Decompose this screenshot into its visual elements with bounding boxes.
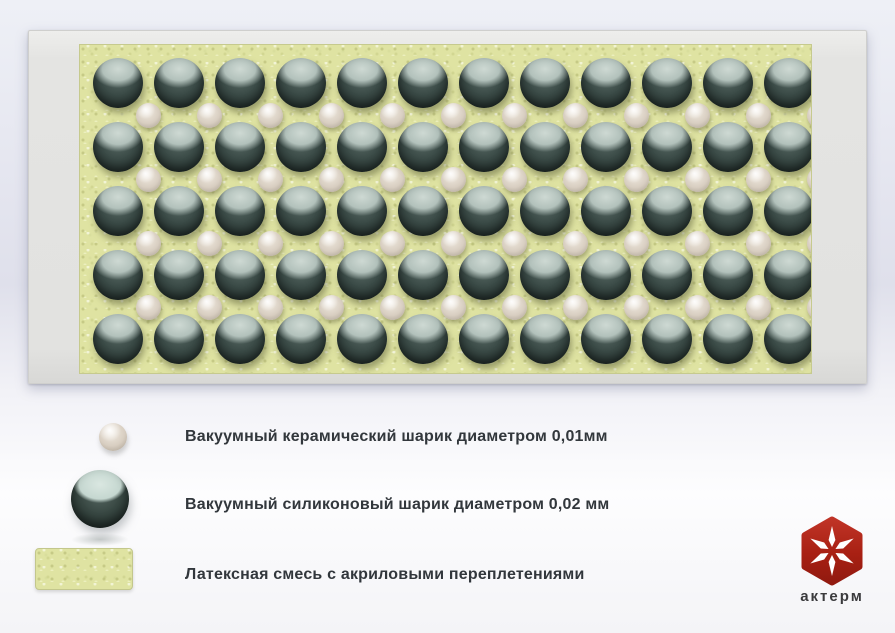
ceramic-ball xyxy=(441,295,466,320)
ceramic-ball xyxy=(624,103,649,128)
ceramic-ball xyxy=(197,103,222,128)
silicone-ball xyxy=(703,58,753,108)
silicone-ball xyxy=(459,314,509,364)
silicone-ball xyxy=(398,186,448,236)
silicone-ball xyxy=(398,122,448,172)
material-cross-section-panel xyxy=(28,30,867,384)
silicone-ball xyxy=(215,58,265,108)
silicone-ball xyxy=(276,58,326,108)
silicone-ball xyxy=(215,250,265,300)
silicone-ball xyxy=(581,186,631,236)
silicone-ball xyxy=(93,186,143,236)
silicone-ball xyxy=(703,186,753,236)
silicone-ball xyxy=(154,250,204,300)
silicone-ball xyxy=(337,122,387,172)
ceramic-ball xyxy=(563,103,588,128)
silicone-ball xyxy=(642,314,692,364)
silicone-ball xyxy=(520,122,570,172)
ceramic-ball xyxy=(746,103,771,128)
ceramic-ball xyxy=(319,295,344,320)
legend-label-silicone: Вакуумный силиконовый шарик диаметром 0,02 мм xyxy=(185,496,610,513)
ceramic-ball xyxy=(685,103,710,128)
silicone-ball xyxy=(764,250,812,300)
ceramic-ball xyxy=(136,231,161,256)
ceramic-ball xyxy=(746,295,771,320)
ceramic-ball xyxy=(380,295,405,320)
ceramic-ball xyxy=(197,295,222,320)
silicone-ball xyxy=(764,122,812,172)
ceramic-ball xyxy=(441,167,466,192)
silicone-ball xyxy=(642,58,692,108)
latex-swatch-icon xyxy=(35,548,133,590)
silicone-ball xyxy=(398,250,448,300)
ceramic-ball xyxy=(502,295,527,320)
silicone-ball xyxy=(276,122,326,172)
silicone-ball xyxy=(93,122,143,172)
ceramic-ball xyxy=(624,231,649,256)
silicone-ball xyxy=(215,314,265,364)
akterm-hexagon-star-icon xyxy=(799,516,865,586)
silicone-ball xyxy=(642,186,692,236)
silicone-ball xyxy=(459,186,509,236)
latex-matrix-area xyxy=(79,44,812,374)
silicone-ball xyxy=(703,122,753,172)
silicone-ball xyxy=(520,58,570,108)
silicone-ball xyxy=(581,58,631,108)
ceramic-ball xyxy=(807,167,812,192)
silicone-ball xyxy=(642,122,692,172)
ceramic-ball xyxy=(136,103,161,128)
ceramic-ball xyxy=(380,231,405,256)
silicone-ball-icon xyxy=(71,470,129,528)
silicone-ball xyxy=(93,250,143,300)
ceramic-ball xyxy=(685,295,710,320)
ceramic-ball xyxy=(685,167,710,192)
ceramic-ball xyxy=(502,103,527,128)
silicone-ball xyxy=(520,314,570,364)
ceramic-ball xyxy=(807,103,812,128)
silicone-ball xyxy=(337,314,387,364)
ceramic-ball xyxy=(441,103,466,128)
ceramic-ball xyxy=(380,103,405,128)
silicone-ball xyxy=(398,314,448,364)
ceramic-ball xyxy=(563,231,588,256)
ceramic-ball xyxy=(441,231,466,256)
silicone-ball xyxy=(520,186,570,236)
ceramic-ball xyxy=(319,231,344,256)
silicone-ball xyxy=(215,186,265,236)
akterm-wordmark: актерм xyxy=(800,588,864,605)
silicone-ball xyxy=(764,314,812,364)
silicone-ball xyxy=(642,250,692,300)
silicone-ball xyxy=(93,58,143,108)
silicone-ball xyxy=(703,250,753,300)
silicone-ball xyxy=(764,58,812,108)
legend-label-latex: Латексная смесь с акриловыми переплетениями xyxy=(185,566,585,583)
ceramic-ball-icon xyxy=(99,423,127,451)
akterm-logo xyxy=(787,516,877,611)
ceramic-ball xyxy=(197,167,222,192)
ceramic-ball xyxy=(624,167,649,192)
ceramic-ball xyxy=(746,231,771,256)
silicone-ball xyxy=(398,58,448,108)
ball-reflection xyxy=(71,533,129,546)
silicone-ball xyxy=(520,250,570,300)
ceramic-ball xyxy=(258,295,283,320)
silicone-ball xyxy=(276,186,326,236)
silicone-ball xyxy=(154,122,204,172)
silicone-ball xyxy=(154,58,204,108)
ceramic-ball xyxy=(319,167,344,192)
silicone-ball xyxy=(459,250,509,300)
ceramic-ball xyxy=(136,167,161,192)
ceramic-ball xyxy=(258,231,283,256)
legend-label-ceramic: Вакуумный керамический шарик диаметром 0,01мм xyxy=(185,428,608,445)
ceramic-ball xyxy=(197,231,222,256)
silicone-ball xyxy=(459,58,509,108)
ceramic-ball xyxy=(807,231,812,256)
ceramic-ball xyxy=(380,167,405,192)
silicone-ball xyxy=(154,186,204,236)
silicone-ball xyxy=(581,250,631,300)
silicone-ball xyxy=(581,314,631,364)
silicone-ball xyxy=(93,314,143,364)
silicone-ball xyxy=(154,314,204,364)
silicone-ball xyxy=(215,122,265,172)
silicone-ball xyxy=(459,122,509,172)
ceramic-ball xyxy=(319,103,344,128)
silicone-ball xyxy=(276,314,326,364)
ceramic-ball xyxy=(502,167,527,192)
ceramic-ball xyxy=(563,295,588,320)
silicone-ball xyxy=(337,186,387,236)
ceramic-ball xyxy=(502,231,527,256)
ceramic-ball xyxy=(563,167,588,192)
ceramic-ball xyxy=(807,295,812,320)
silicone-ball xyxy=(581,122,631,172)
silicone-ball xyxy=(337,58,387,108)
ceramic-ball xyxy=(746,167,771,192)
ceramic-ball xyxy=(685,231,710,256)
silicone-ball xyxy=(703,314,753,364)
silicone-ball xyxy=(337,250,387,300)
ceramic-ball xyxy=(624,295,649,320)
silicone-ball xyxy=(764,186,812,236)
ceramic-ball xyxy=(258,167,283,192)
ceramic-ball xyxy=(258,103,283,128)
ceramic-ball xyxy=(136,295,161,320)
silicone-ball xyxy=(276,250,326,300)
